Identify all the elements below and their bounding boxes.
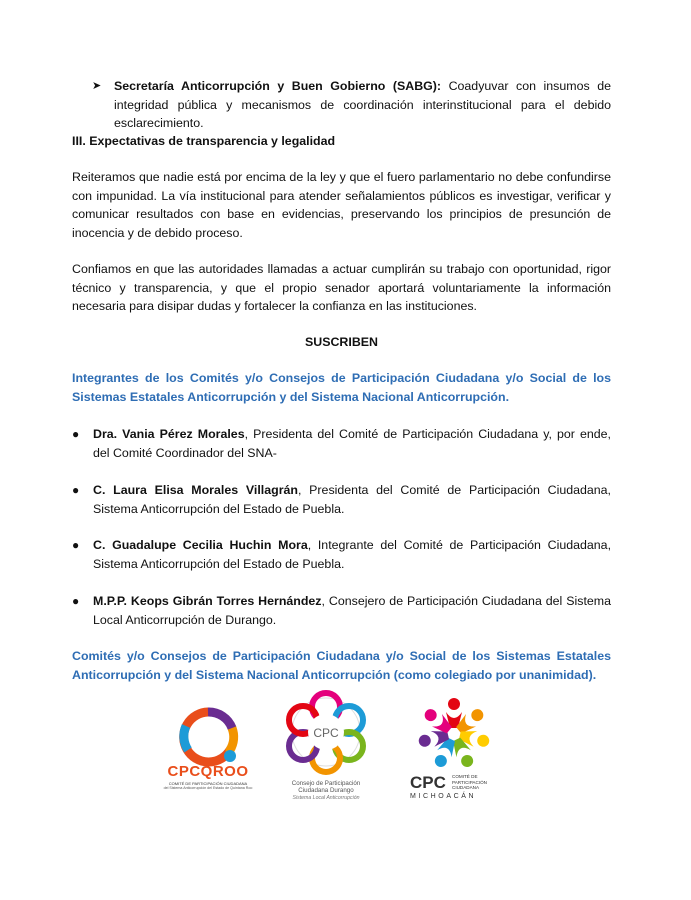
signer-name: M.P.P. Keops Gibrán Torres Hernández: [93, 594, 322, 608]
signer-role: , Presidenta del Comité de Participación Ciudadana, Sistema Anticorrupción del Estado de Puebla.: [93, 483, 612, 516]
cpc-qroo-sub1: COMITÉ DE PARTICIPACIÓN CIUDADANA: [168, 781, 248, 786]
paragraph-2: Confiamos en que las autoridades llamadas a actuar cumplirán su trabajo con oportunidad, rigor técnico y transparencia, y que el propio senador aportará voluntariamente la información necesaria para disipar dudas y fortalecer la confianza en las instituciones.: [72, 262, 611, 314]
signer-role: , Consejero de Participación Ciudadana del Sistema Local Anticorrupción de Durango.: [93, 594, 611, 627]
bullet-icon: ●: [72, 483, 80, 497]
sabg-bold: Secretaría Anticorrupción y Buen Gobierno (SABG):: [114, 79, 442, 93]
signer-name: C. Guadalupe Cecilia Huchin Mora: [93, 538, 308, 552]
integrantes-heading: Integrantes de los Comités y/o Consejos de Participación Ciudadana y/o Social de los Sistemas Estatales Anticorrupción y del Sistema Nacional Anticorrupción.: [72, 371, 611, 404]
sabg-body: Coadyuvar con insumos de integridad pública y mecanismos de coordinación interinstitucional para el debido esclarecimiento.: [114, 79, 611, 131]
cpc-qroo-emblem-icon: [158, 706, 258, 768]
signer-name: Dra. Vania Pérez Morales: [93, 427, 245, 441]
cpc-qroo-sub2: del Sistema Anticorrupción del Estado de Quintana Roo: [163, 786, 253, 790]
signer-role: , Integrante del Comité de Participación Ciudadana, Sistema Anticorrupción del Estado de Puebla.: [93, 538, 612, 571]
cpc-michoacan-emblem-icon: [406, 694, 502, 772]
cpc-durango-line2: Ciudadana Durango: [298, 787, 354, 794]
cpc-michoacan-side2: PARTICIPACIÓN: [452, 779, 487, 785]
cpc-michoacan-logo: [406, 694, 502, 804]
cpc-michoacan-bottom: MICHOACÁN: [410, 793, 477, 800]
cpc-durango-emblem-icon: [276, 690, 376, 780]
bullet-icon: ●: [72, 427, 80, 441]
cpc-michoacan-side3: CIUDADANA: [452, 785, 480, 790]
cpc-michoacan-name: CPC: [410, 773, 446, 792]
cpc-michoacan-side1: COMITÉ DE: [452, 774, 478, 779]
bullet-icon: ●: [72, 538, 80, 552]
cpc-durango-line3: Sistema Local Anticorrupción: [292, 795, 360, 801]
cpc-durango-logo: [276, 690, 376, 810]
suscriben-heading: SUSCRIBEN: [305, 335, 378, 349]
cpc-durango-center: CPC: [313, 726, 339, 740]
comites-heading: Comités y/o Consejos de Participación Ciudadana y/o Social de los Sistemas Estatales Anticorrupción y del Sistema Nacional Anticorrupción (como colegiado por unanimidad).: [72, 649, 611, 682]
sabg-text: [114, 77, 611, 133]
signer-role: , Presidenta del Comité de Participación Ciudadana y, por ende, del Comité Coordinador del SNA-: [93, 427, 611, 460]
cpc-durango-line1: Consejo de Participación: [291, 780, 361, 787]
signer-name: C. Laura Elisa Morales Villagrán: [93, 483, 298, 497]
arrow-bullet-icon: ➤: [92, 80, 102, 92]
paragraph-1: Reiteramos que nadie está por encima de la ley y que el fuero parlamentario no debe confundirse con impunidad. La vía institucional para atender señalamientos públicos es investigar, verificar y comunicar resultados con base en evidencias, preservando los principios de presunción de inocencia y de debido proceso.: [72, 170, 611, 240]
cpc-qroo-logo: [158, 706, 258, 796]
section-heading: III. Expectativas de transparencia y legalidad: [72, 134, 336, 148]
cpc-qroo-name: CPCQROO: [167, 763, 249, 780]
bullet-icon: ●: [72, 594, 80, 608]
